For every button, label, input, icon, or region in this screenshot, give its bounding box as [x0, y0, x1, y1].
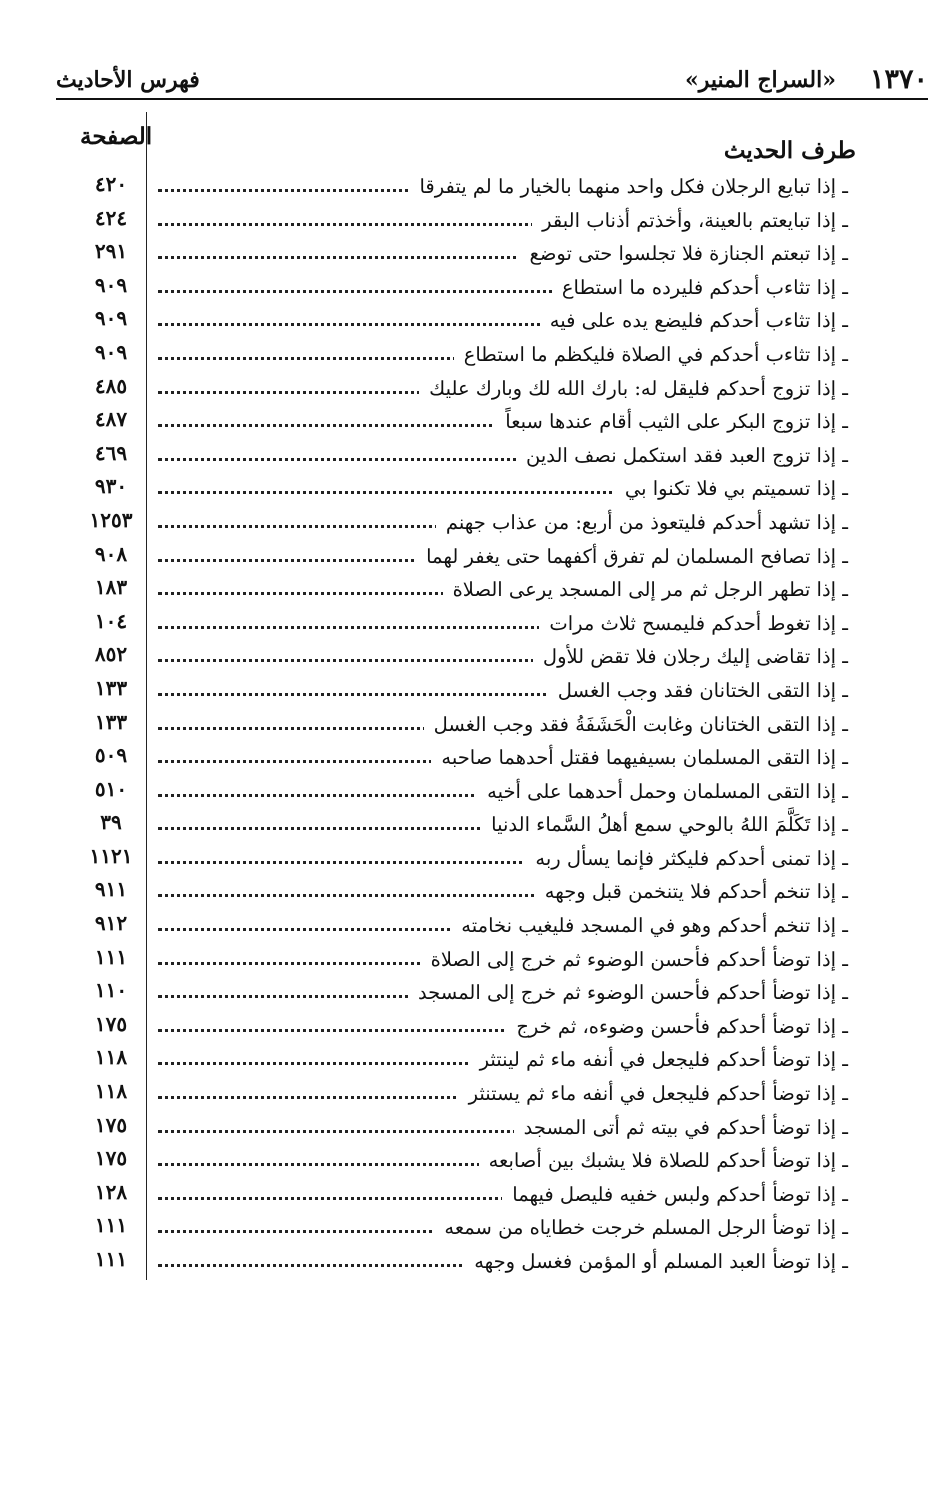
hadith-text: ـ إذا تزوج البكر على الثيب أقام عندها سبعاً — [495, 408, 848, 436]
index-entry — [58, 1145, 848, 1179]
page-reference: ١١١ — [94, 1213, 128, 1238]
index-entry — [58, 1246, 848, 1280]
page-reference: ١٢٨ — [94, 1179, 128, 1204]
index-entry — [58, 977, 848, 1011]
page-reference: ٤٨٥ — [94, 373, 128, 398]
hadith-text: ـ إذا توضأ الرجل المسلم خرجت خطاياه من سمعه — [434, 1214, 848, 1242]
hadith-text: ـ إذا توضأ أحدكم فأحسن الوضوء ثم خرج إلى الصلاة — [421, 946, 848, 974]
page-reference: ٣٩ — [100, 810, 122, 835]
index-entry — [58, 675, 848, 709]
index-entry — [58, 238, 848, 272]
index-entry — [58, 809, 848, 843]
hadith-text: ـ إذا تبعتم الجنازة فلا تجلسوا حتى توضع — [519, 240, 848, 268]
hadith-text: ـ إذا التقى المسلمان بسيفيهما فقتل أحدهما صاحبه — [431, 744, 848, 772]
index-entry — [58, 1078, 848, 1112]
hadith-text: ـ إذا توضأ أحدكم فليجعل في أنفه ماء ثم لينتثر — [470, 1046, 848, 1074]
index-entry — [58, 339, 848, 373]
hadith-text: ـ إذا التقى المسلمان وحمل أحدهما على أخيه — [477, 778, 848, 806]
hadith-text: ـ إذا تثاءب أحدكم في الصلاة فليكظم ما استطاع — [454, 341, 848, 369]
index-entry — [58, 1011, 848, 1045]
page-reference: ٩٠٩ — [94, 306, 128, 331]
page-reference: ١١٢١ — [89, 843, 133, 868]
page-reference: ١١١ — [94, 944, 128, 969]
index-entry — [58, 373, 848, 407]
index-entry — [58, 608, 848, 642]
hadith-text: ـ إذا تسميتم بي فلا تكنوا بي — [615, 475, 848, 503]
hadith-column-heading: طرف الحديث — [723, 137, 856, 164]
hadith-text: ـ إذا توضأ العبد المسلم أو المؤمن فغسل وجهه — [464, 1248, 848, 1276]
running-header — [56, 62, 928, 98]
hadith-text: ـ إذا توضأ أحدكم في بيته ثم أتى المسجد — [514, 1114, 848, 1142]
hadith-text: ـ إذا توضأ أحدكم فأحسن وضوءه، ثم خرج — [506, 1013, 848, 1041]
hadith-text: ـ إذا توضأ أحدكم فليجعل في أنفه ماء ثم يستنثر — [459, 1080, 848, 1108]
index-entry — [58, 641, 848, 675]
index-entry — [58, 1044, 848, 1078]
page-reference: ١١٨ — [94, 1079, 128, 1104]
page-reference: ٢٩١ — [94, 239, 128, 264]
page-reference: ١١١ — [94, 1247, 128, 1271]
page-reference: ١١٠ — [94, 978, 128, 1003]
page-reference: ١٣٣ — [94, 675, 128, 700]
header-rule — [56, 98, 928, 100]
index-entry — [58, 440, 848, 474]
index-entry — [58, 944, 848, 978]
page-reference: ٩١١ — [94, 877, 128, 902]
page-reference: ١٧٥ — [94, 1011, 128, 1036]
index-entry — [58, 272, 848, 306]
hadith-text: ـ إذا تقاضى إليك رجلان فلا تقض للأول — [533, 643, 848, 671]
index-entry — [58, 1179, 848, 1213]
page-reference: ١٧٥ — [94, 1112, 128, 1137]
page-reference: ٩٠٩ — [94, 339, 128, 364]
index-entry — [58, 742, 848, 776]
hadith-text: ـ إذا تنخم أحدكم وهو في المسجد فليغيب نخامته — [451, 912, 848, 940]
book-title: «السراج المنير» — [684, 67, 836, 93]
hadith-text: ـ إذا التقى الختانان فقد وجب الغسل — [548, 677, 848, 705]
hadith-text: ـ إذا تثاءب أحدكم فليرده ما استطاع — [552, 274, 848, 302]
page-reference: ١٨٣ — [94, 575, 128, 600]
page-reference: ٩٣٠ — [94, 474, 128, 499]
index-entry — [58, 541, 848, 575]
index-entry — [58, 776, 848, 810]
page-reference: ٥٠٩ — [94, 743, 128, 768]
index-entry — [58, 171, 848, 205]
index-entry — [58, 910, 848, 944]
page-reference: ١٣٣ — [94, 709, 128, 734]
index-entry — [58, 205, 848, 239]
page-reference: ٤٦٩ — [94, 440, 128, 465]
index-entry — [58, 473, 848, 507]
page-reference: ١٢٥٣ — [89, 507, 133, 532]
hadith-text: ـ إذا توضأ أحدكم فأحسن الوضوء ثم خرج إلى المسجد — [408, 979, 848, 1007]
page-reference: ٥١٠ — [94, 776, 128, 801]
page-reference: ٩١٢ — [94, 911, 128, 936]
page-reference: ١٠٤ — [94, 608, 128, 633]
index-entry — [58, 709, 848, 743]
page-reference: ٨٥٢ — [94, 642, 128, 667]
hadith-text: ـ إذا تنخم أحدكم فلا يتنخمن قبل وجهه — [535, 878, 848, 906]
hadith-text: ـ إذا تزوج العبد فقد استكمل نصف الدين — [516, 442, 848, 470]
hadith-text: ـ إذا توضأ أحدكم ولبس خفيه فليصل فيهما — [502, 1181, 848, 1209]
hadith-text: ـ إذا توضأ أحدكم للصلاة فلا يشبك بين أصابعه — [479, 1147, 848, 1175]
hadith-text: ـ إذا تغوط أحدكم فليمسح ثلاث مرات — [539, 610, 848, 638]
hadith-text: ـ إذا تصافح المسلمان لم تفرق أكفهما حتى يغفر لهما — [416, 543, 848, 571]
index-entry — [58, 574, 848, 608]
index-entry — [58, 843, 848, 877]
hadith-text: ـ إذا تشهد أحدكم فليتعوذ من أربع: من عذاب جهنم — [436, 509, 848, 537]
hadith-text: ـ إذا التقى الختانان وغابت الْحَشَفَةُ فقد وجب الغسل — [424, 711, 848, 739]
hadith-text: ـ إذا تزوج أحدكم فليقل له: بارك الله لك وبارك عليك — [419, 375, 848, 403]
hadith-text: ـ إذا تثاءب أحدكم فليضع يده على فيه — [540, 307, 848, 335]
hadith-text: ـ إذا تَكَلَّمَ اللهُ بالوحي سمع أهلُ السَّماء الدنيا — [481, 811, 848, 839]
page-reference: ٤٨٧ — [94, 407, 128, 432]
index-entry — [58, 1212, 848, 1246]
index-entry — [58, 507, 848, 541]
page-number: ١٣٧٠ — [869, 64, 928, 95]
section-title: فهرس الأحاديث — [56, 67, 200, 93]
hadith-text: ـ إذا تبايع الرجلان فكل واحد منهما بالخيار ما لم يتفرقا — [409, 173, 848, 201]
hadith-text: ـ إذا تطهر الرجل ثم مر إلى المسجد يرعى الصلاة — [443, 576, 848, 604]
hadith-text: ـ إذا تبايعتم بالعينة، وأخذتم أذناب البقر — [532, 207, 848, 235]
page-reference: ٤٢٤ — [94, 205, 128, 230]
page-reference: ١١٨ — [94, 1045, 128, 1070]
index-entry — [58, 305, 848, 339]
index-entry — [58, 406, 848, 440]
page-reference: ٤٢٠ — [94, 172, 128, 196]
page-reference: ١٧٥ — [94, 1146, 128, 1171]
index-entry — [58, 1112, 848, 1146]
page-column-heading: الصفحة — [80, 123, 153, 150]
index-entry — [58, 876, 848, 910]
hadith-index-list — [58, 171, 848, 1280]
page-reference: ٩٠٩ — [94, 272, 128, 297]
hadith-text: ـ إذا تمنى أحدكم فليكثر فإنما يسأل ربه — [525, 845, 848, 873]
page-reference: ٩٠٨ — [94, 541, 128, 566]
